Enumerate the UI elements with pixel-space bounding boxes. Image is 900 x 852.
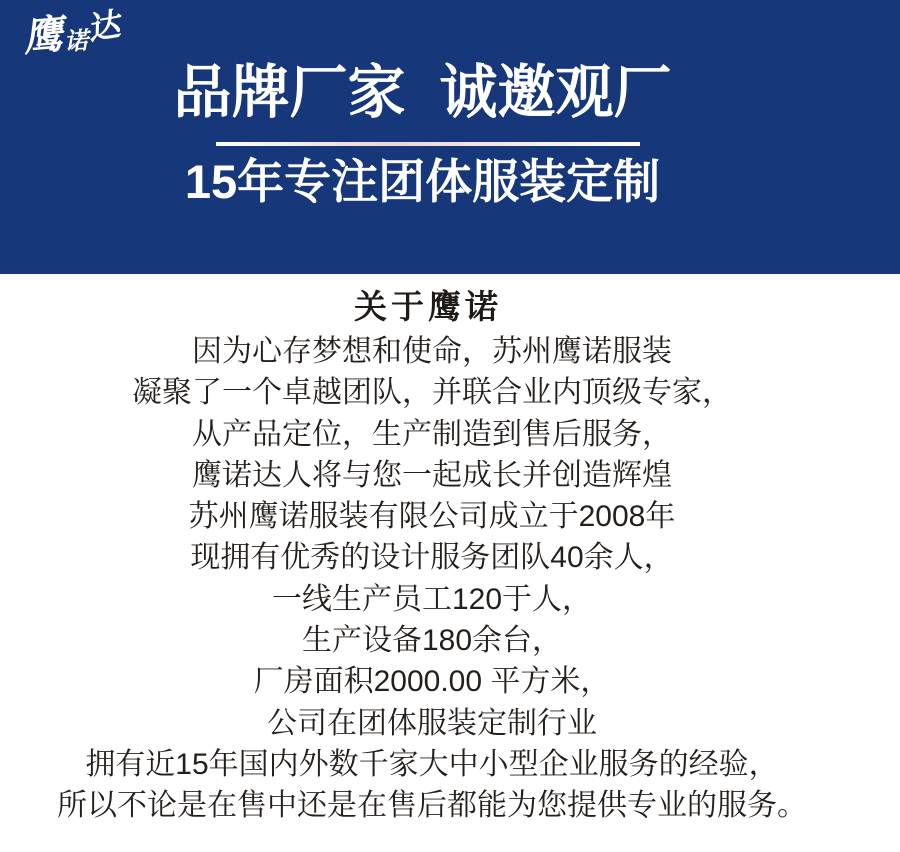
about-text-line: 厂房面积2000.00 平方米，: [253, 665, 611, 699]
brand-logo: [23, 4, 136, 62]
about-text-line: 现拥有优秀的设计服务团队40余人，: [190, 541, 674, 575]
logo-char-nuo: 诺: [63, 26, 93, 57]
about-text-line: 鹰诺达人将与您一起成长并创造辉煌: [192, 458, 672, 492]
about-text-line: 一线生产员工120于人，: [271, 582, 593, 616]
about-text-line: 从产品定位，生产制造到售后服务，: [192, 417, 672, 451]
hero-title: 品牌厂家 诚邀观厂: [173, 60, 672, 125]
about-text-line: 生产设备180余台，: [301, 624, 563, 658]
about-text-line: 苏州鹰诺服装有限公司成立于2008年: [188, 500, 676, 534]
logo-char-da: 达: [89, 4, 123, 48]
hero-banner: [0, 0, 900, 274]
about-heading: 关于鹰诺: [354, 288, 502, 325]
about-text-line: 因为心存梦想和使命，苏州鹰诺服装: [192, 335, 672, 368]
about-text-line: 拥有近15年国内外数千家大中小型企业服务的经验，: [85, 747, 779, 781]
about-text-line: 凝聚了一个卓越团队，并联合业内顶级专家，: [132, 376, 732, 410]
hero-subtitle: 15年专注团体服装定制: [184, 155, 661, 208]
about-text-line: 公司在团体服装定制行业: [267, 706, 597, 740]
about-paragraph: [0, 331, 864, 827]
about-text-line: 所以不论是在售中还是在售后都能为您提供专业的服务。: [57, 789, 807, 823]
logo-char-ying: 鹰: [23, 11, 69, 61]
hero-divider-line: [216, 142, 640, 146]
